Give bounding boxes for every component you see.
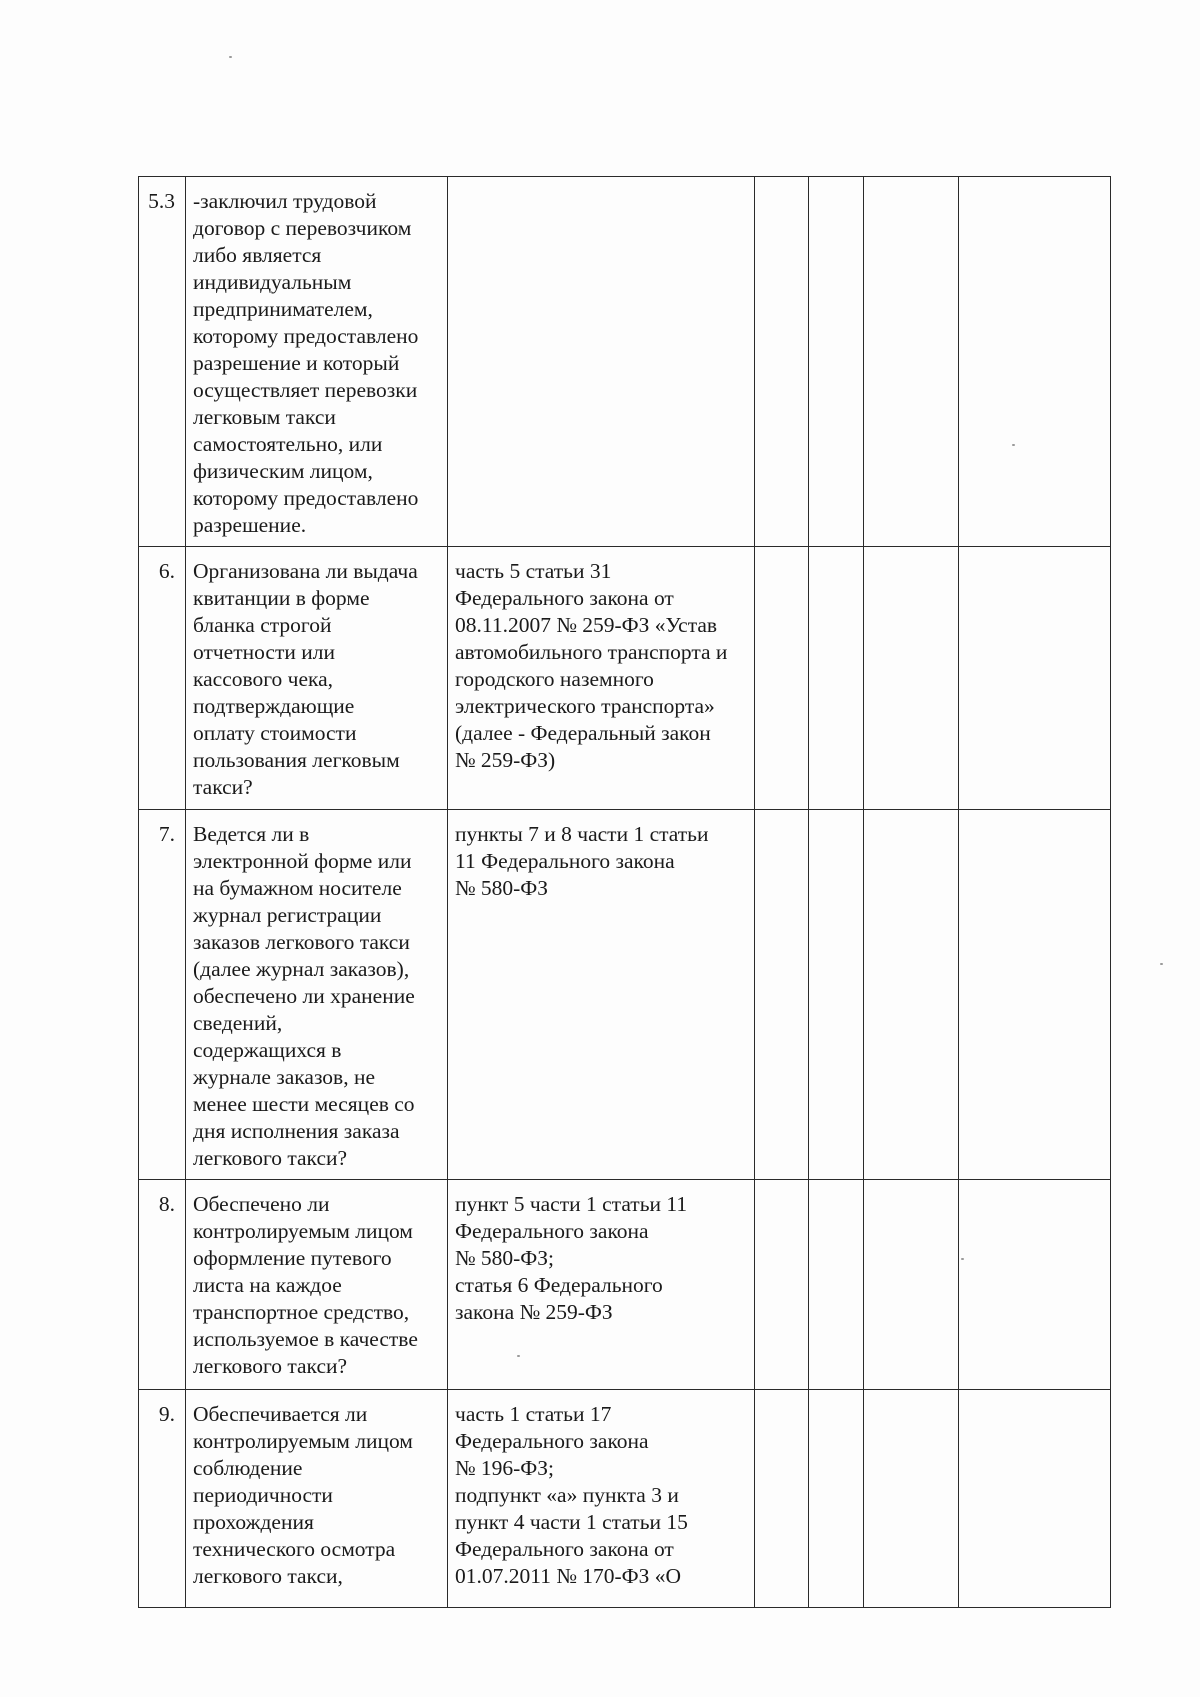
table-row xyxy=(139,1390,1111,1608)
row-question: Организована ли выдача квитанции в форме бланка строгой отчетности или кассового чека, подтверждающие оплату стоимости пользования легковым такси? xyxy=(186,547,448,810)
row-legal-basis: часть 1 статьи 17 Федерального закона № 196-ФЗ; подпункт «а» пункта 3 и пункт 4 части 1 статьи 15 Федерального закона от 01.07.2011 № 170-ФЗ «О xyxy=(448,1390,755,1608)
scan-speck xyxy=(229,56,232,58)
row-question: Ведется ли в электронной форме или на бумажном носителе журнал регистрации заказов легкового такси (далее журнал заказов), обеспечено ли хранение сведений, содержащихся в журнале заказов, не менее шести месяцев со дня исполнения заказа легкового такси? xyxy=(186,810,448,1180)
table-row xyxy=(139,547,1111,810)
row-empty-cell xyxy=(864,1390,959,1608)
row-number: 9. xyxy=(139,1390,186,1608)
row-number: 8. xyxy=(139,1180,186,1390)
row-empty-cell xyxy=(755,177,809,547)
scan-speck xyxy=(1012,444,1015,446)
row-number: 7. xyxy=(139,810,186,1180)
row-empty-cell xyxy=(755,1390,809,1608)
row-empty-cell xyxy=(809,547,864,810)
row-number: 6. xyxy=(139,547,186,810)
row-empty-cell xyxy=(755,810,809,1180)
row-empty-cell xyxy=(809,810,864,1180)
row-question: Обеспечено ли контролируемым лицом оформление путевого листа на каждое транспортное средство, используемое в качестве легкового такси? xyxy=(186,1180,448,1390)
row-empty-cell xyxy=(809,1390,864,1608)
row-empty-cell xyxy=(755,1180,809,1390)
scan-speck xyxy=(517,1355,520,1357)
row-empty-cell xyxy=(959,810,1111,1180)
scan-speck xyxy=(961,1258,964,1260)
row-empty-cell xyxy=(959,547,1111,810)
checklist-table xyxy=(138,176,1111,1608)
row-empty-cell xyxy=(864,177,959,547)
row-empty-cell xyxy=(959,177,1111,547)
row-legal-basis: часть 5 статьи 31 Федерального закона от 08.11.2007 № 259-ФЗ «Устав автомобильного транспорта и городского наземного электрического транспорта» (далее - Федеральный закон № 259-ФЗ) xyxy=(448,547,755,810)
row-legal-basis xyxy=(448,177,755,547)
row-number: 5.3 xyxy=(139,177,186,547)
scan-speck xyxy=(1160,963,1163,965)
row-empty-cell xyxy=(864,1180,959,1390)
row-empty-cell xyxy=(809,1180,864,1390)
row-empty-cell xyxy=(864,810,959,1180)
row-empty-cell xyxy=(959,1390,1111,1608)
row-empty-cell xyxy=(959,1180,1111,1390)
row-empty-cell xyxy=(809,177,864,547)
row-legal-basis: пункт 5 части 1 статьи 11 Федерального закона № 580-ФЗ; статья 6 Федерального закона № 259-ФЗ xyxy=(448,1180,755,1390)
row-legal-basis: пункты 7 и 8 части 1 статьи 11 Федерального закона № 580-ФЗ xyxy=(448,810,755,1180)
row-empty-cell xyxy=(864,547,959,810)
table-row xyxy=(139,1180,1111,1390)
table-row xyxy=(139,177,1111,547)
row-question: Обеспечивается ли контролируемым лицом соблюдение периодичности прохождения технического осмотра легкового такси, xyxy=(186,1390,448,1608)
row-empty-cell xyxy=(755,547,809,810)
table-row xyxy=(139,810,1111,1180)
row-question: -заключил трудовой договор с перевозчиком либо является индивидуальным предпринимателем, которому предоставлено разрешение и который осуществляет перевозки легковым такси самостоятельно, или физическим лицом, которому предоставлено разрешение. xyxy=(186,177,448,547)
